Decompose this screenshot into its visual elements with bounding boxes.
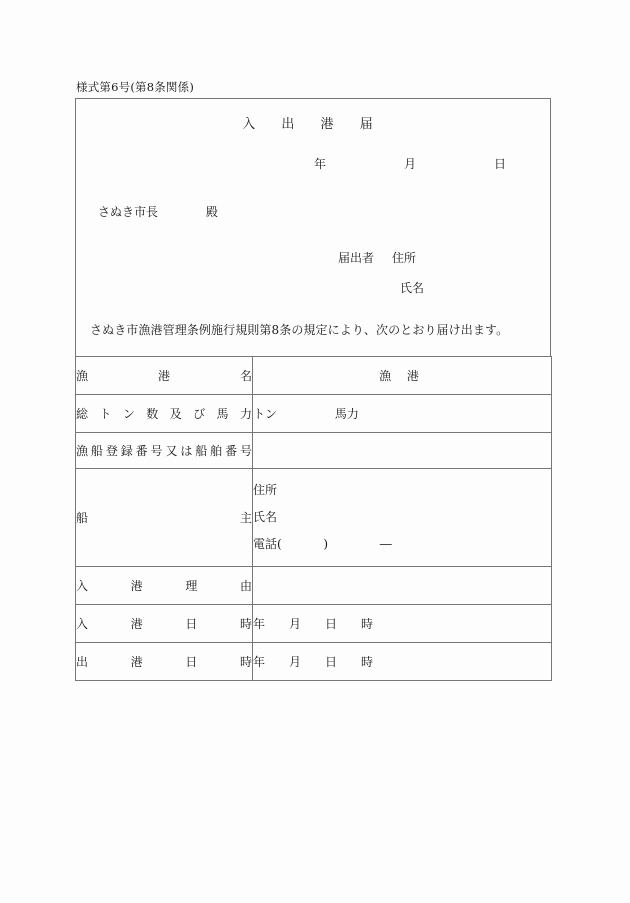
submitter-label: 届出者 bbox=[338, 251, 375, 265]
submitter-name-label: 氏名 bbox=[400, 281, 425, 295]
row-value-cell[interactable] bbox=[253, 605, 552, 643]
owner-address-line[interactable] bbox=[253, 477, 551, 504]
date-line bbox=[314, 155, 524, 172]
label-tonnage-horsepower: 総トン数及び馬力 bbox=[76, 407, 252, 421]
addressee-line bbox=[98, 203, 218, 220]
owner-name-label: 氏名 bbox=[253, 510, 278, 524]
document-title-text: 入 出 港 届 bbox=[242, 117, 384, 132]
owner-phone-line[interactable] bbox=[253, 531, 551, 558]
row-label-cell bbox=[76, 605, 253, 643]
row-label-cell bbox=[76, 395, 253, 433]
label-departure-datetime: 出港日時 bbox=[76, 655, 252, 669]
submitter-name-row bbox=[338, 279, 424, 309]
submitter-address-row bbox=[338, 249, 424, 279]
owner-address-label: 住所 bbox=[253, 483, 278, 497]
date-line-text: 年 月 日 bbox=[313, 157, 524, 171]
owner-phone-label: 電話( bbox=[253, 537, 282, 551]
row-value-cell[interactable] bbox=[253, 469, 552, 567]
value-departure-datetime: 年 月 日 時 bbox=[253, 655, 374, 669]
table-row-ship-owner bbox=[76, 469, 552, 567]
row-value-cell[interactable] bbox=[253, 395, 552, 433]
document-title bbox=[76, 113, 550, 132]
legal-statement: さぬき市漁港管理条例施行規則第8条の規定により、次のとおり届け出ます。 bbox=[90, 323, 509, 337]
submitter-address-label: 住所 bbox=[391, 251, 416, 265]
table-row-fishing-port bbox=[76, 357, 552, 395]
value-entry-datetime: 年 月 日 時 bbox=[253, 617, 374, 631]
unit-ton: トン bbox=[253, 407, 278, 421]
declaration-table bbox=[75, 356, 552, 681]
row-label-cell bbox=[76, 567, 253, 605]
table-row-departure-datetime bbox=[76, 643, 552, 681]
owner-name-line[interactable] bbox=[253, 504, 551, 531]
label-entry-reason: 入港理由 bbox=[76, 579, 252, 593]
row-value-cell[interactable] bbox=[253, 567, 552, 605]
row-value-cell[interactable] bbox=[253, 357, 552, 395]
label-registration-number: 漁船登録番号又は船舶番号 bbox=[76, 444, 252, 458]
row-label-cell bbox=[76, 433, 253, 469]
label-fishing-port: 漁港名 bbox=[76, 369, 252, 383]
row-value-cell[interactable] bbox=[253, 433, 552, 469]
unit-horsepower: 馬力 bbox=[334, 407, 359, 421]
row-label-cell bbox=[76, 643, 253, 681]
table-row-entry-reason bbox=[76, 567, 552, 605]
addressee-name: さぬき市長 bbox=[98, 205, 159, 219]
table-row-tonnage-horsepower bbox=[76, 395, 552, 433]
label-ship-owner: 船主 bbox=[76, 511, 252, 525]
addressee-honorific: 殿 bbox=[205, 205, 218, 219]
table-row-entry-datetime bbox=[76, 605, 552, 643]
table-row-registration-number bbox=[76, 433, 552, 469]
owner-phone-paren-close: ) bbox=[323, 537, 329, 551]
row-value-cell[interactable] bbox=[253, 643, 552, 681]
form-header-frame bbox=[75, 98, 551, 356]
submitter-block bbox=[338, 249, 424, 309]
value-fishing-port: 漁 港 bbox=[379, 369, 425, 383]
form-number-caption: 様式第6号(第8条関係) bbox=[76, 80, 195, 94]
owner-phone-dash: ― bbox=[379, 537, 392, 551]
row-label-cell bbox=[76, 357, 253, 395]
label-entry-datetime: 入港日時 bbox=[76, 617, 252, 631]
row-label-cell bbox=[76, 469, 253, 567]
